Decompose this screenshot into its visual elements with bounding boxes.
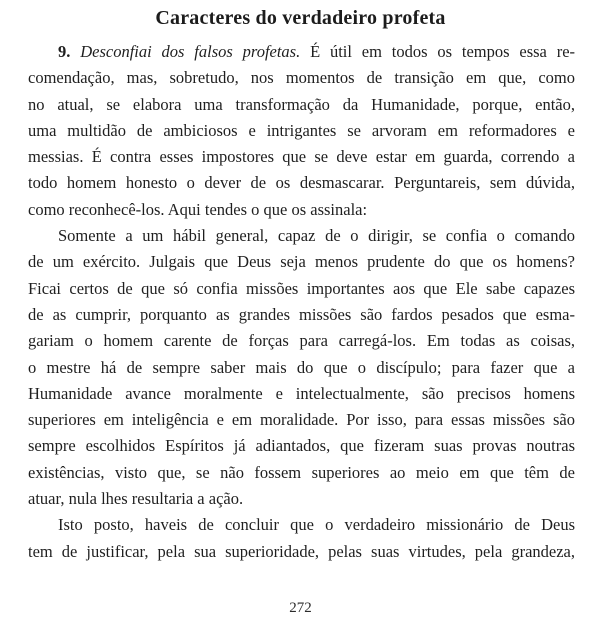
text-line: de um exército. Julgais que Deus seja menos prudente do que os homens?: [28, 252, 575, 272]
text-line: como reconhecê-los. Aqui tendes o que os assinala:: [28, 199, 368, 219]
text-line: Somente a um hábil general, capaz de o dirigir, se confia o comando: [58, 226, 575, 246]
text-line: no atual, se elabora uma transformação da Humanidade, porque, então,: [28, 94, 575, 114]
text-line: de as cumprir, porquanto as grandes missões são fardos pesados que esma-: [28, 304, 575, 324]
text-segment: É útil em todos os tempos essa re-: [300, 42, 575, 61]
text-line: messias. É contra esses impostores que se deve estar em guarda, correndo a: [28, 147, 575, 167]
text-line: Isto posto, haveis de concluir que o verdadeiro missionário de Deus: [58, 515, 575, 535]
text-line: [28, 39, 575, 65]
text-line: existências, visto que, se não fossem superiores ao meio em que têm de: [28, 462, 575, 482]
text-line: gariam o homem carente de forças para carregá-los. Em todas as coisas,: [28, 331, 575, 351]
text-line: sempre escolhidos Espíritos já adiantados, que fizeram suas provas noutras: [28, 436, 575, 456]
text-line: Humanidade avance moralmente e intelectualmente, são precisos homens: [28, 383, 575, 403]
paragraph: [28, 512, 575, 565]
text-line: Ficai certos de que só confia missões importantes aos que Ele sabe capazes: [28, 278, 575, 298]
text-line: tem de justificar, pela sua superioridade, pelas suas virtudes, pela grandeza,: [28, 541, 575, 561]
paragraph: [28, 39, 575, 223]
italic-phrase: Desconfiai dos falsos profetas.: [80, 42, 301, 61]
text-line: atuar, nula lhes resultaria a ação.: [28, 489, 244, 509]
page-number: 272: [289, 600, 312, 616]
body-text: [28, 39, 575, 565]
chapter-title: Caracteres do verdadeiro profeta: [155, 7, 446, 29]
text-line: todo homem honesto o dever de os desmascarar. Perguntareis, sem dúvida,: [28, 173, 575, 193]
section-number: 9.: [58, 42, 81, 61]
text-line: o mestre há de sempre saber mais do que o discípulo; para fazer que a: [28, 357, 575, 377]
paragraph: [28, 223, 575, 512]
text-line: superiores em inteligência e em moralidade. Por isso, para essas missões são: [28, 410, 575, 430]
text-line: uma multidão de ambiciosos e intrigantes se arvoram em reformadores e: [28, 120, 575, 140]
text-line: comendação, mas, sobretudo, nos momentos de transição em que, como: [28, 68, 575, 88]
